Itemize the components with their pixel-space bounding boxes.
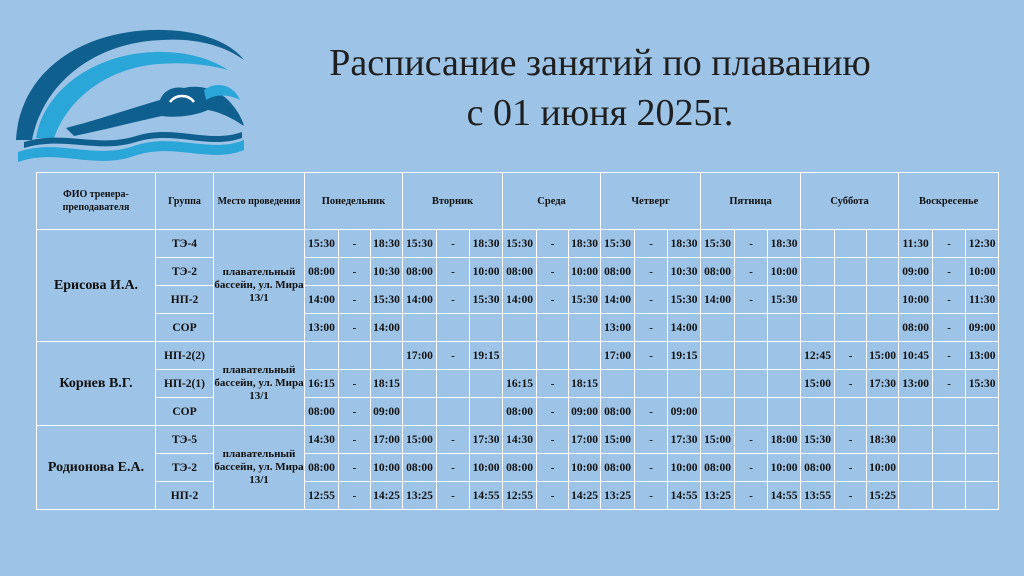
time-dash: -: [437, 258, 470, 286]
end-time: 15:30: [371, 286, 403, 314]
end-time: 09:00: [966, 314, 999, 342]
start-time: 15:00: [701, 426, 735, 454]
time-dash: -: [635, 230, 668, 258]
end-time: 09:00: [668, 398, 701, 426]
page-title: [250, 38, 950, 138]
end-time: [867, 258, 899, 286]
start-time: 15:30: [503, 230, 537, 258]
time-dash: -: [537, 286, 569, 314]
header-day: Четверг: [601, 173, 701, 230]
time-dash: -: [735, 482, 768, 510]
end-time: 15:30: [768, 286, 801, 314]
end-time: [371, 342, 403, 370]
start-time: [305, 342, 339, 370]
header-row: [37, 173, 999, 230]
time-dash: -: [635, 342, 668, 370]
start-time: 17:00: [403, 342, 437, 370]
time-dash: [735, 314, 768, 342]
time-dash: -: [537, 258, 569, 286]
group-cell: СОР: [156, 398, 214, 426]
start-time: 08:00: [701, 258, 735, 286]
group-cell: НП-2(1): [156, 370, 214, 398]
table-row: [37, 342, 999, 370]
time-dash: -: [339, 286, 371, 314]
group-cell: НП-2: [156, 482, 214, 510]
time-dash: -: [835, 482, 867, 510]
start-time: 15:30: [801, 426, 835, 454]
end-time: 10:00: [867, 454, 899, 482]
start-time: 15:00: [403, 426, 437, 454]
start-time: 14:30: [503, 426, 537, 454]
start-time: [899, 482, 933, 510]
end-time: [867, 286, 899, 314]
group-cell: ТЭ-2: [156, 258, 214, 286]
end-time: [470, 398, 503, 426]
end-time: 14:00: [371, 314, 403, 342]
group-cell: ТЭ-2: [156, 454, 214, 482]
end-time: [768, 398, 801, 426]
time-dash: -: [537, 230, 569, 258]
time-dash: [339, 342, 371, 370]
coach-name: Родионова Е.А.: [37, 426, 156, 510]
end-time: [470, 314, 503, 342]
start-time: 08:00: [403, 454, 437, 482]
header-group: Группа: [156, 173, 214, 230]
time-dash: -: [735, 426, 768, 454]
end-time: [966, 426, 999, 454]
table-row: [37, 314, 999, 342]
time-dash: [835, 286, 867, 314]
header-day: Понедельник: [305, 173, 403, 230]
time-dash: -: [635, 482, 668, 510]
end-time: 15:30: [569, 286, 601, 314]
end-time: 11:30: [966, 286, 999, 314]
end-time: 10:00: [569, 258, 601, 286]
table-row: [37, 230, 999, 258]
start-time: 08:00: [601, 454, 635, 482]
start-time: 08:00: [701, 454, 735, 482]
time-dash: -: [735, 230, 768, 258]
start-time: 13:25: [601, 482, 635, 510]
time-dash: -: [537, 370, 569, 398]
end-time: 18:30: [867, 426, 899, 454]
time-dash: -: [635, 314, 668, 342]
end-time: 09:00: [569, 398, 601, 426]
header-place: Место проведения: [214, 173, 305, 230]
start-time: 15:00: [801, 370, 835, 398]
start-time: [701, 370, 735, 398]
time-dash: -: [635, 454, 668, 482]
end-time: 15:25: [867, 482, 899, 510]
end-time: [470, 370, 503, 398]
time-dash: [735, 342, 768, 370]
end-time: [966, 398, 999, 426]
time-dash: [537, 314, 569, 342]
swimmer-logo-icon: [14, 20, 246, 162]
end-time: 14:55: [768, 482, 801, 510]
time-dash: -: [339, 398, 371, 426]
start-time: 14:30: [305, 426, 339, 454]
start-time: 14:00: [701, 286, 735, 314]
time-dash: -: [537, 482, 569, 510]
coach-name: Ерисова И.А.: [37, 230, 156, 342]
time-dash: -: [537, 398, 569, 426]
time-dash: -: [339, 230, 371, 258]
end-time: 10:00: [768, 258, 801, 286]
time-dash: -: [835, 426, 867, 454]
end-time: 10:00: [371, 454, 403, 482]
start-time: 13:00: [601, 314, 635, 342]
start-time: 09:00: [899, 258, 933, 286]
end-time: 18:30: [768, 230, 801, 258]
start-time: 13:00: [899, 370, 933, 398]
time-dash: [437, 370, 470, 398]
end-time: 09:00: [371, 398, 403, 426]
start-time: 15:30: [701, 230, 735, 258]
start-time: 08:00: [601, 398, 635, 426]
table-row: [37, 454, 999, 482]
start-time: 08:00: [305, 258, 339, 286]
time-dash: -: [437, 482, 470, 510]
start-time: [701, 314, 735, 342]
time-dash: [437, 314, 470, 342]
time-dash: -: [437, 286, 470, 314]
start-time: 08:00: [503, 398, 537, 426]
end-time: 12:30: [966, 230, 999, 258]
table-row: [37, 426, 999, 454]
time-dash: -: [933, 370, 966, 398]
end-time: [966, 454, 999, 482]
time-dash: -: [339, 426, 371, 454]
group-cell: ТЭ-5: [156, 426, 214, 454]
time-dash: -: [635, 426, 668, 454]
end-time: 19:15: [470, 342, 503, 370]
end-time: 19:15: [668, 342, 701, 370]
start-time: 13:00: [305, 314, 339, 342]
start-time: 15:30: [601, 230, 635, 258]
end-time: 13:00: [966, 342, 999, 370]
start-time: 15:30: [305, 230, 339, 258]
time-dash: -: [933, 258, 966, 286]
start-time: 17:00: [601, 342, 635, 370]
table-row: [37, 370, 999, 398]
group-cell: НП-2(2): [156, 342, 214, 370]
start-time: 15:00: [601, 426, 635, 454]
start-time: 08:00: [403, 258, 437, 286]
end-time: 10:00: [470, 454, 503, 482]
time-dash: [735, 398, 768, 426]
time-dash: [735, 370, 768, 398]
end-time: 10:00: [569, 454, 601, 482]
time-dash: -: [933, 286, 966, 314]
start-time: [899, 426, 933, 454]
end-time: 14:55: [668, 482, 701, 510]
coach-name: Корнев В.Г.: [37, 342, 156, 426]
start-time: [601, 370, 635, 398]
start-time: 15:30: [403, 230, 437, 258]
end-time: 14:00: [668, 314, 701, 342]
time-dash: -: [437, 454, 470, 482]
time-dash: [635, 370, 668, 398]
end-time: 10:30: [371, 258, 403, 286]
time-dash: [835, 398, 867, 426]
time-dash: -: [537, 454, 569, 482]
start-time: [801, 398, 835, 426]
start-time: [801, 230, 835, 258]
end-time: [867, 314, 899, 342]
place-cell: плавательный бассейн, ул. Мира 13/1: [214, 342, 305, 426]
start-time: 11:30: [899, 230, 933, 258]
end-time: 10:00: [966, 258, 999, 286]
end-time: 18:30: [569, 230, 601, 258]
end-time: 17:00: [371, 426, 403, 454]
end-time: [966, 482, 999, 510]
start-time: 10:45: [899, 342, 933, 370]
end-time: 10:00: [668, 454, 701, 482]
time-dash: [537, 342, 569, 370]
end-time: 18:30: [371, 230, 403, 258]
start-time: [503, 342, 537, 370]
time-dash: -: [537, 426, 569, 454]
end-time: 18:30: [668, 230, 701, 258]
end-time: 14:25: [371, 482, 403, 510]
start-time: [701, 342, 735, 370]
group-cell: НП-2: [156, 286, 214, 314]
end-time: [668, 370, 701, 398]
start-time: 08:00: [899, 314, 933, 342]
time-dash: [835, 230, 867, 258]
start-time: 12:55: [305, 482, 339, 510]
time-dash: [933, 482, 966, 510]
start-time: [801, 258, 835, 286]
time-dash: -: [339, 314, 371, 342]
time-dash: [933, 398, 966, 426]
time-dash: [835, 314, 867, 342]
start-time: 14:00: [403, 286, 437, 314]
start-time: [503, 314, 537, 342]
end-time: 15:30: [470, 286, 503, 314]
end-time: 18:30: [470, 230, 503, 258]
time-dash: -: [735, 258, 768, 286]
start-time: 12:45: [801, 342, 835, 370]
table-row: [37, 482, 999, 510]
table-row: [37, 258, 999, 286]
end-time: 14:25: [569, 482, 601, 510]
title-line-2: с 01 июня 2025г.: [466, 92, 734, 134]
time-dash: -: [437, 342, 470, 370]
table-row: [37, 286, 999, 314]
start-time: 16:15: [305, 370, 339, 398]
start-time: 10:00: [899, 286, 933, 314]
start-time: [701, 398, 735, 426]
time-dash: -: [437, 426, 470, 454]
end-time: 15:00: [867, 342, 899, 370]
start-time: 08:00: [801, 454, 835, 482]
start-time: 08:00: [601, 258, 635, 286]
header-day: Пятница: [701, 173, 801, 230]
time-dash: -: [339, 482, 371, 510]
end-time: 15:30: [668, 286, 701, 314]
time-dash: -: [933, 342, 966, 370]
end-time: 18:15: [569, 370, 601, 398]
start-time: [899, 454, 933, 482]
time-dash: -: [835, 454, 867, 482]
end-time: [867, 398, 899, 426]
time-dash: -: [635, 258, 668, 286]
start-time: [403, 314, 437, 342]
time-dash: -: [933, 314, 966, 342]
end-time: [768, 314, 801, 342]
time-dash: [933, 426, 966, 454]
time-dash: -: [339, 454, 371, 482]
start-time: 08:00: [503, 258, 537, 286]
time-dash: [933, 454, 966, 482]
end-time: 10:00: [470, 258, 503, 286]
start-time: 08:00: [305, 398, 339, 426]
time-dash: -: [835, 342, 867, 370]
time-dash: -: [735, 286, 768, 314]
end-time: 10:30: [668, 258, 701, 286]
start-time: 14:00: [503, 286, 537, 314]
start-time: 12:55: [503, 482, 537, 510]
time-dash: -: [933, 230, 966, 258]
place-cell: плавательный бассейн, ул. Мира 13/1: [214, 230, 305, 342]
end-time: [867, 230, 899, 258]
start-time: 08:00: [305, 454, 339, 482]
header-day: Среда: [503, 173, 601, 230]
time-dash: -: [339, 370, 371, 398]
header-day: Воскресенье: [899, 173, 999, 230]
start-time: 13:55: [801, 482, 835, 510]
end-time: 17:00: [569, 426, 601, 454]
end-time: [768, 342, 801, 370]
start-time: [801, 314, 835, 342]
end-time: 18:15: [371, 370, 403, 398]
end-time: [768, 370, 801, 398]
end-time: 18:00: [768, 426, 801, 454]
header-day: Вторник: [403, 173, 503, 230]
end-time: 15:30: [966, 370, 999, 398]
start-time: 14:00: [305, 286, 339, 314]
end-time: 17:30: [470, 426, 503, 454]
start-time: [403, 398, 437, 426]
start-time: [403, 370, 437, 398]
start-time: 14:00: [601, 286, 635, 314]
time-dash: [437, 398, 470, 426]
group-cell: СОР: [156, 314, 214, 342]
end-time: [569, 342, 601, 370]
end-time: 17:30: [668, 426, 701, 454]
place-cell: плавательный бассейн, ул. Мира 13/1: [214, 426, 305, 510]
start-time: 08:00: [503, 454, 537, 482]
time-dash: -: [635, 286, 668, 314]
time-dash: -: [437, 230, 470, 258]
header-day: Суббота: [801, 173, 899, 230]
start-time: 13:25: [403, 482, 437, 510]
schedule-table: [36, 172, 999, 510]
end-time: 10:00: [768, 454, 801, 482]
time-dash: -: [735, 454, 768, 482]
title-line-1: Расписание занятий по плаванию: [329, 42, 871, 84]
end-time: [569, 314, 601, 342]
time-dash: -: [339, 258, 371, 286]
table-row: [37, 398, 999, 426]
start-time: 13:25: [701, 482, 735, 510]
time-dash: -: [635, 398, 668, 426]
end-time: 14:55: [470, 482, 503, 510]
end-time: 17:30: [867, 370, 899, 398]
table-header: [37, 173, 999, 230]
start-time: 16:15: [503, 370, 537, 398]
time-dash: -: [835, 370, 867, 398]
start-time: [899, 398, 933, 426]
header-coach: ФИО тренера-преподавателя: [37, 173, 156, 230]
group-cell: ТЭ-4: [156, 230, 214, 258]
time-dash: [835, 258, 867, 286]
table-body: [37, 230, 999, 510]
start-time: [801, 286, 835, 314]
